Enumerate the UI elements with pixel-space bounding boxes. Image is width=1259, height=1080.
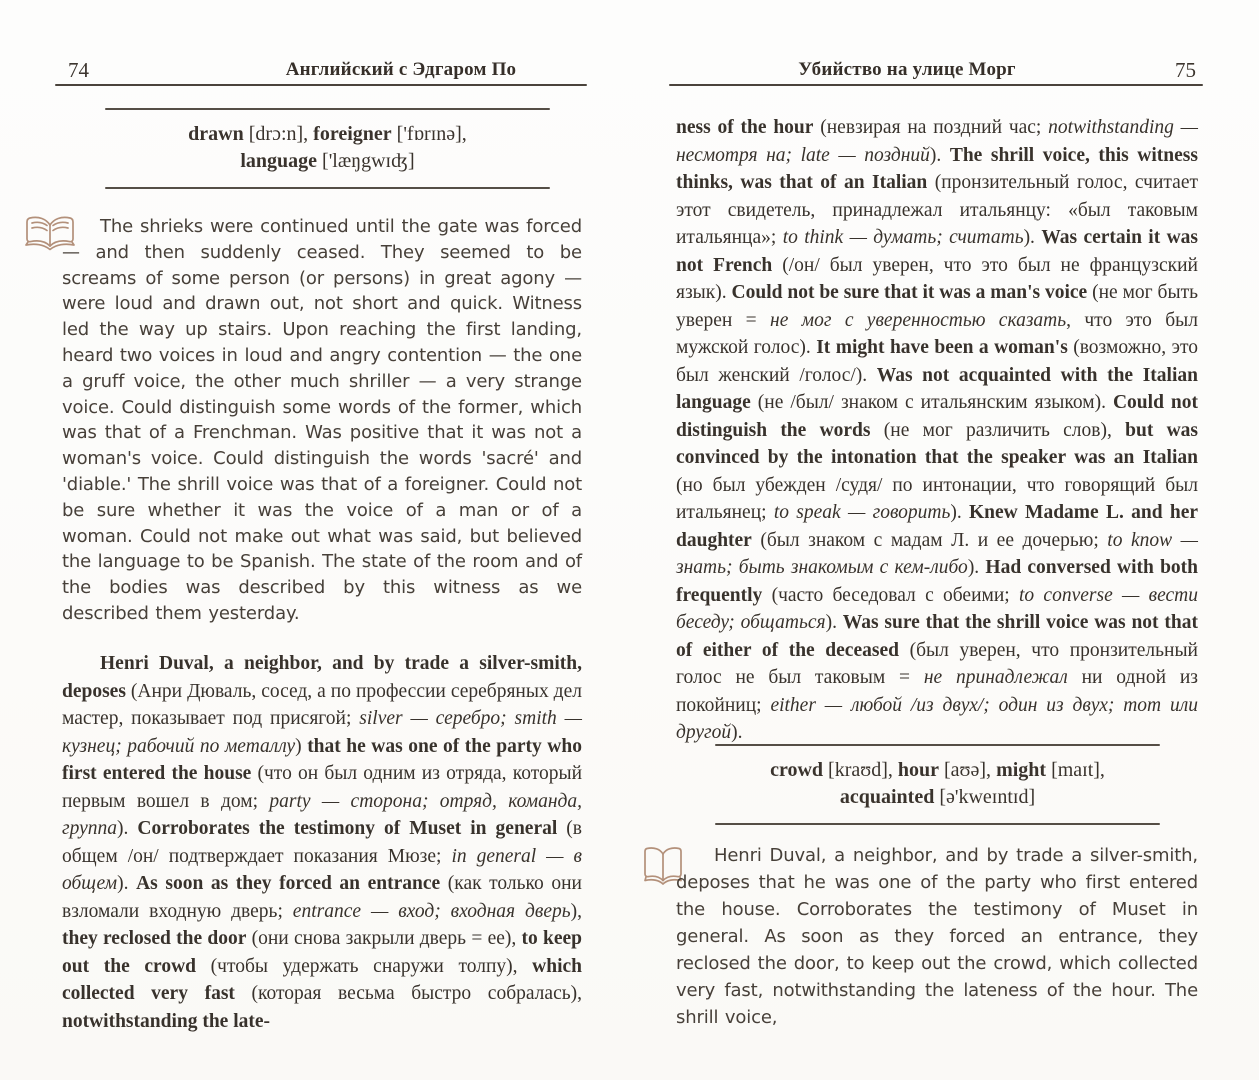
vocab-rule-bottom: [105, 187, 550, 189]
header-rule: [669, 84, 1203, 86]
english-text-paragraph: The shrieks were continued until the gate was forced — and then suddenly ceased. They seemed to be screams of some person (or persons) in great agony — were loud and drawn out, not short and quick. Witness led the way up stairs. Upon reaching the first landing, heard two voices in loud and angry contention — the one a gruff voice, the other much shriller — a very strange voice. Could distinguish some words of the former, which was that of a Frenchman. Was positive that it was not a woman's voice. Could distinguish the words 'sacré' and 'diable.' The shrill voice was that of a foreigner. Could not be sure whether it was the voice of a man or of a woman. Could not make out what was said, but believed the language to be Spanish. The state of the room and of the bodies was described by this witness as we described them yesterday.: [62, 216, 582, 624]
vocab-line: language ['læŋgwɪʤ]: [240, 150, 415, 172]
header-rule: [55, 84, 587, 86]
vocab-box: [105, 108, 550, 189]
annotated-text-paragraph: ness of the hour (невзирая на поздний час; notwithstanding — несмотря на; late — поздний). The shrill voice, this witness thinks, was that of an Italian (пронзительный голос, считает этот свидетель, принадлежал итальянцу: «был таковым итальянца»; to think — думать; считать). Was certain it was not French (/он/ был уверен, что это был не французский язык). Could not be sure that it was a man's voice (не мог быть уверен = не мог с уверенностью сказать, что это был мужской голос). It might have been a woman's (возможно, это был женский /голос/). Was not acquainted with the Italian language (не /был/ знаком с итальянским языком). Could not distinguish the words (не мог различить слов), but was convinced by the intonation that the speaker was an Italian (но был убежден /судя/ по интонации, что говорящий был итальянец; to speak — говорить). Knew Madame L. and her daughter (был знаком с мадам Л. и ее дочерью; to know — знать; быть знакомым с кем-либо). Had conversed with both frequently (часто беседовал с обеими; to converse — вести беседу; общаться). Was sure that the shrill voice was not that of either of the deceased (был уверен, что пронзительный голос не был таковым = не принадлежал ни одной из покойниц; either — любой /из двух/; один из двух; тот или другой).: [676, 117, 1199, 743]
running-title: Английский с Эдгаром По: [285, 59, 517, 80]
vocab-box: [715, 744, 1160, 825]
vocab-words: [715, 746, 1160, 823]
page-number: 75: [1175, 58, 1196, 82]
vocab-line: drawn [drɔ:n], foreigner ['fɒrɪnə],: [188, 123, 467, 145]
page-right: [676, 0, 1198, 1080]
annotated-text-paragraph: Henri Duval, a neighbor, and by trade a silver-smith, deposes (Анри Дюваль, сосед, а по профессии серебряных дел мастер, показывает под присягой; silver — серебро; smith — кузнец; рабочий по металлу) that he was one of the party who first entered the house (что он был одним из отряда, который первым вошел в дом; party — сторона; отряд, команда, группа). Corroborates the testimony of Muset in general (в общем /он/ подтверждает показания Мюзе; in general — в общем). As soon as they forced an entrance (как только они взломали входную дверь; entrance — вход; входная дверь), they reclosed the door (они снова закрыли дверь = ее), to keep out the crowd (чтобы удержать снаружи толпу), which collected very fast (которая весьма быстро собралась), notwithstanding the late-: [62, 653, 583, 1032]
running-title: Убийство на улице Морг: [798, 59, 1016, 80]
page-number: 74: [68, 58, 89, 82]
vocab-line: acquainted [ə'kweɪntɪd]: [839, 786, 1036, 808]
vocab-rule-bottom: [715, 823, 1160, 825]
page-header: [676, 58, 1198, 84]
vocab-words: [105, 110, 550, 187]
english-text-paragraph: Henri Duval, a neighbor, and by trade a silver-smith, deposes that he was one of the party who first entered the house. Corroborates the testimony of Muset in general. As soon as they forced an entrance, they reclosed the door, to keep out the crowd, which collected very fast, notwithstanding the lateness of the hour. The shrill voice,: [676, 845, 1198, 1028]
page-header: [62, 58, 582, 84]
vocab-line: crowd [kraʊd], hour [aʊə], might [maɪt],: [770, 759, 1105, 781]
page-left: [62, 0, 582, 1080]
